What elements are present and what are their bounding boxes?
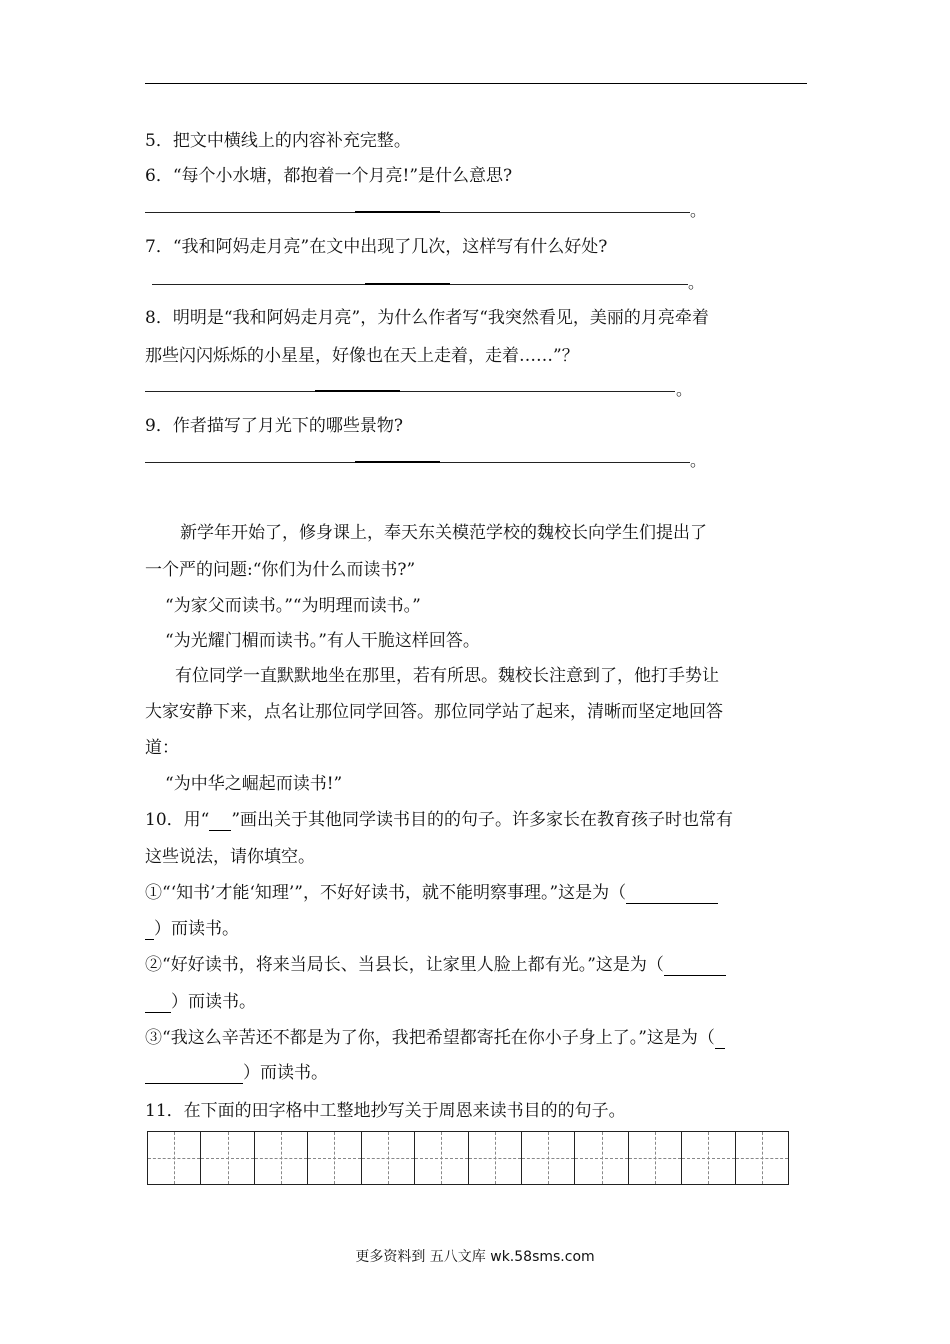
passage-line-5: 有位同学一直默默地坐在那里，若有所思。魏校长注意到了，他打手势让 <box>175 666 719 686</box>
footer-text: 更多资料到 五八文库 wk.58sms.com <box>355 1249 595 1265</box>
grid-cell[interactable] <box>201 1132 254 1184</box>
question-8-line-1: 8．明明是“我和阿妈走月亮”，为什么作者写“我突然看见，美丽的月亮牵着 <box>145 308 709 328</box>
item-1-text: ①“‘知书’才能‘知理’”，不好好读书，就不能明察事理。”这是为（ <box>145 883 627 903</box>
answer-period-9: 。 <box>690 451 707 470</box>
question-10-rest: ”画出关于其他同学读书目的的句子。许多家长在教育孩子时也常有 <box>231 810 734 830</box>
question-10-item-3-cont <box>145 1058 328 1084</box>
item-3-blank[interactable] <box>715 1028 725 1049</box>
question-7: 7．“我和阿妈走月亮”在文中出现了几次，这样写有什么好处? <box>145 237 608 257</box>
grid-cell[interactable] <box>255 1132 308 1184</box>
answer-period-7: 。 <box>688 273 705 292</box>
passage-line-2: 一个严的问题:“你们为什么而读书?” <box>145 560 416 580</box>
item-1-blank[interactable] <box>626 883 718 904</box>
item-3-tail: ）而读书。 <box>243 1063 328 1083</box>
item-3-blank-cont[interactable] <box>145 1063 243 1084</box>
question-10-item-2-cont <box>145 987 256 1013</box>
question-11: 11．在下面的田字格中工整地抄写关于周恩来读书目的的句子。 <box>145 1101 626 1121</box>
question-10-item-3 <box>145 1023 725 1049</box>
question-6: 6．“每个小水塘，都抱着一个月亮!”是什么意思? <box>145 166 513 186</box>
question-10-item-2 <box>145 950 726 976</box>
question-5: 5．把文中横线上的内容补充完整。 <box>145 131 411 151</box>
grid-cell[interactable] <box>575 1132 628 1184</box>
answer-period-6: 。 <box>690 201 707 220</box>
question-10-prefix: 10．用“ <box>145 810 210 830</box>
underline-symbol <box>209 810 231 831</box>
grid-cell[interactable] <box>522 1132 575 1184</box>
passage-line-7: 道： <box>145 738 179 758</box>
item-1-tail: ）而读书。 <box>154 919 239 939</box>
passage-line-8: “为中华之崛起而读书!” <box>165 774 343 794</box>
tianzige-grid[interactable] <box>147 1131 789 1185</box>
passage-line-6: 大家安静下来，点名让那位同学回答。那位同学站了起来，清晰而坚定地回答 <box>145 702 723 722</box>
question-8-line-2: 那些闪闪烁烁的小星星，好像也在天上走着，走着……”？ <box>145 346 579 366</box>
grid-cell[interactable] <box>682 1132 735 1184</box>
grid-cell[interactable] <box>469 1132 522 1184</box>
grid-cell[interactable] <box>148 1132 201 1184</box>
grid-cell[interactable] <box>629 1132 682 1184</box>
item-1-blank-cont[interactable] <box>145 919 154 940</box>
item-2-text: ②“好好读书，将来当局长、当县长，让家里人脸上都有光。”这是为（ <box>145 955 664 975</box>
passage-line-4: “为光耀门楣而读书。”有人干脆这样回答。 <box>165 631 480 651</box>
answer-period-8: 。 <box>676 380 693 399</box>
question-10-line-2: 这些说法，请你填空。 <box>145 847 315 867</box>
question-10-line-1 <box>145 805 733 831</box>
answer-line-8-segment <box>315 390 400 392</box>
item-2-blank-cont[interactable] <box>145 992 171 1013</box>
grid-cell[interactable] <box>308 1132 361 1184</box>
question-9: 9．作者描写了月光下的哪些景物? <box>145 416 403 436</box>
grid-cell[interactable] <box>415 1132 468 1184</box>
top-rule <box>145 83 807 84</box>
answer-line-7-segment <box>365 283 450 285</box>
answer-line-8[interactable] <box>145 391 675 392</box>
item-2-blank[interactable] <box>664 955 726 976</box>
grid-cell[interactable] <box>362 1132 415 1184</box>
answer-line-9-segment <box>355 461 440 463</box>
item-2-tail: ）而读书。 <box>171 992 256 1012</box>
question-10-item-1 <box>145 878 718 904</box>
passage-line-1: 新学年开始了，修身课上，奉天东关模范学校的魏校长向学生们提出了 <box>180 523 707 543</box>
item-3-text: ③“我这么辛苦还不都是为了你，我把希望都寄托在你小子身上了。”这是为（ <box>145 1028 715 1048</box>
question-10-item-1-cont <box>145 914 239 940</box>
passage-line-3: “为家父而读书。”“为明理而读书。” <box>165 596 421 616</box>
grid-cell[interactable] <box>736 1132 788 1184</box>
answer-line-6-segment <box>355 211 440 213</box>
